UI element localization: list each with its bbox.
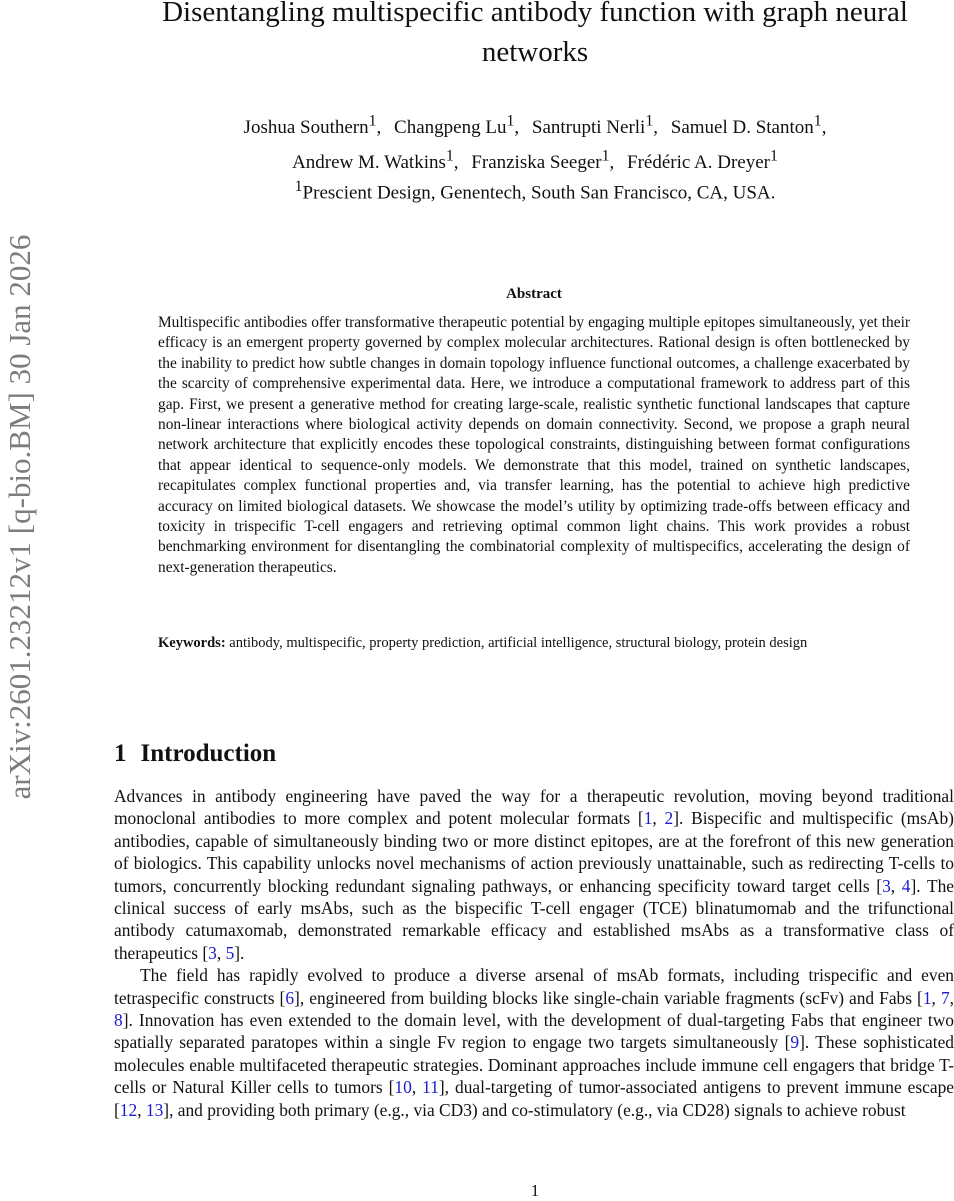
body-text: ], engineered from building blocks like single-chain variable fragments (scFv) and Fabs [ <box>294 987 923 1008</box>
body-text: Advances in antibody engineering have paved the way for a therapeutic revolution, moving beyond traditional monoclonal antibodies to more complex and potent molecular formats [ <box>114 786 954 829</box>
author <box>627 147 778 173</box>
body-text: The field has rapidly evolved to produce a diverse arsenal of msAb formats, including trispecific and even tetraspecific constructs [ <box>114 965 954 1008</box>
introduction-body <box>114 785 954 1121</box>
keywords-label: Keywords: <box>158 635 226 651</box>
intro-paragraph <box>114 964 954 1121</box>
author-name: Changpeng Lu <box>394 117 507 139</box>
author <box>471 147 615 173</box>
body-text: , <box>931 987 941 1008</box>
citation-link[interactable]: 5 <box>225 942 235 963</box>
body-text: ]. These sophisticated molecules enable multifaceted therapeutic strategies. Dominant approaches include immune cell engagers that bridge T-cells or Natural Killer cells to tumors [ <box>114 1032 954 1098</box>
body-text: ], and providing both primary (e.g., via CD3) and co-stimulatory (e.g., via CD28) signals to achieve robust <box>163 1099 906 1120</box>
author-affiliation-marker: 1 <box>813 113 822 130</box>
citation-link[interactable]: 11 <box>422 1077 439 1098</box>
arxiv-identifier: arXiv:2601.23212v1 [q-bio.BM] 30 Jan 2026 <box>2 234 37 800</box>
body-text: ], dual-targeting of tumor-associated antigens to prevent immune escape [ <box>114 1077 954 1120</box>
body-text: ]. Bispecific and multispecific (msAb) antibodies, capable of simultaneously binding two or more distinct epitopes, are at the forefront of this new generation of biologics. This capability unlocks novel mechanisms of action previously unattainable, such as redirecting T-cells to tumors, concurrently blocking redundant signaling pathways, or enhancing specificity toward target cells [ <box>114 808 954 896</box>
author-affiliation-marker: 1 <box>601 147 610 165</box>
body-text: , <box>216 942 226 963</box>
body-text: , <box>949 987 954 1008</box>
citation-link[interactable]: 10 <box>394 1077 412 1098</box>
affiliation-text: Prescient Design, Genentech, South San Francisco, CA, USA. <box>302 182 776 204</box>
page-number: 1 <box>530 1181 540 1200</box>
body-text: ]. <box>234 942 245 963</box>
author-name: Samuel D. Stanton <box>670 117 814 139</box>
citation-link[interactable]: 12 <box>119 1099 138 1120</box>
author <box>394 113 520 139</box>
body-text: , <box>652 808 665 829</box>
citation-link[interactable]: 3 <box>882 875 891 896</box>
author-separator: , <box>653 117 658 139</box>
body-text: , <box>137 1099 146 1120</box>
author-separator: , <box>821 117 827 139</box>
abstract-text: Multispecific antibodies offer transformative therapeutic potential by engaging multiple epitopes simultaneously, yet their efficacy is an emergent property governed by complex molecular architectures. Rational design is often bottlenecked by the inability to predict how subtle changes in domain topology influence functional outcomes, a challenge exacerbated by the scarcity of comprehensive experimental data. Here, we introduce a computational framework to address part of this gap. First, we present a generative method for creating large-scale, realistic synthetic functional landscapes that capture non-linear interactions where biological activity depends on domain connectivity. Second, we propose a graph neural network architecture that explicitly encodes these topological constraints, distinguishing between format configurations that appear identical to sequence-only models. We demonstrate that this model, trained on synthetic landscapes, recapitulates complex functional properties and, via transfer learning, has the potential to achieve high predictive accuracy on limited biological datasets. We showcase the model’s utility by optimizing trade-offs between efficacy and toxicity in trispecific T-cell engagers and retrieving optimal common light chains. This work provides a robust benchmarking environment for disentangling the combinatorial complexity of multispecifics, accelerating the design of next-generation therapeutics. <box>158 314 910 576</box>
author-separator: , <box>376 117 382 139</box>
affiliation-marker: 1 <box>294 178 303 195</box>
paper-title: Disentangling multispecific antibody function with graph neural networks <box>162 0 908 68</box>
author <box>243 113 382 139</box>
section-number: 1 <box>114 740 127 767</box>
citation-link[interactable]: 8 <box>114 1010 123 1031</box>
intro-paragraph <box>114 785 954 964</box>
body-text: ]. Innovation has even extended to the domain level, with the development of dual-targeting Fabs that engineer two spatially separated paratopes within a single Fv region to engage two targets simultaneously [ <box>114 1010 954 1053</box>
author-name: Santrupti Nerli <box>531 117 646 139</box>
author-separator: , <box>514 117 520 139</box>
keywords-text: antibody, multispecific, property prediction, artificial intelligence, structural biology, protein design <box>229 635 808 651</box>
abstract-heading: Abstract <box>506 286 562 302</box>
citation-link[interactable]: 3 <box>208 942 217 963</box>
affiliation <box>120 174 950 206</box>
author-name: Frédéric A. Dreyer <box>627 151 770 173</box>
author <box>670 113 827 139</box>
author-separator: , <box>609 151 615 173</box>
author-name: Franziska Seeger <box>471 151 602 173</box>
author-affiliation-marker: 1 <box>368 113 377 130</box>
body-text: , <box>411 1077 423 1098</box>
citation-link[interactable]: 1 <box>643 808 653 829</box>
citation-link[interactable]: 9 <box>790 1032 800 1053</box>
author-separator: , <box>453 151 459 173</box>
citation-link[interactable]: 6 <box>285 987 295 1008</box>
citation-link[interactable]: 7 <box>940 987 950 1008</box>
author-affiliation-marker: 1 <box>506 113 515 130</box>
body-text: ]. The clinical success of early msAbs, such as the bispecific T-cell engager (TCE) blinatumomab and the trifunctional antibody catumaxomab, demonstrated remarkable efficacy and established msAbs as a transformative class of therapeutics [ <box>114 875 954 963</box>
section-title: Introduction <box>140 740 277 767</box>
citation-link[interactable]: 13 <box>145 1099 164 1120</box>
section-heading <box>114 738 276 770</box>
citation-link[interactable]: 2 <box>664 808 674 829</box>
author-affiliation-marker: 1 <box>770 147 778 165</box>
body-text: , <box>890 875 902 896</box>
citation-link[interactable]: 1 <box>922 987 932 1008</box>
citation-link[interactable]: 4 <box>901 875 911 896</box>
author-list <box>120 108 950 177</box>
author-name: Joshua Southern <box>243 117 369 139</box>
author-affiliation-marker: 1 <box>645 113 654 130</box>
author-name: Andrew M. Watkins <box>292 151 446 173</box>
author <box>292 147 459 173</box>
author-affiliation-marker: 1 <box>445 147 454 165</box>
author <box>531 113 658 139</box>
keywords <box>158 634 910 653</box>
